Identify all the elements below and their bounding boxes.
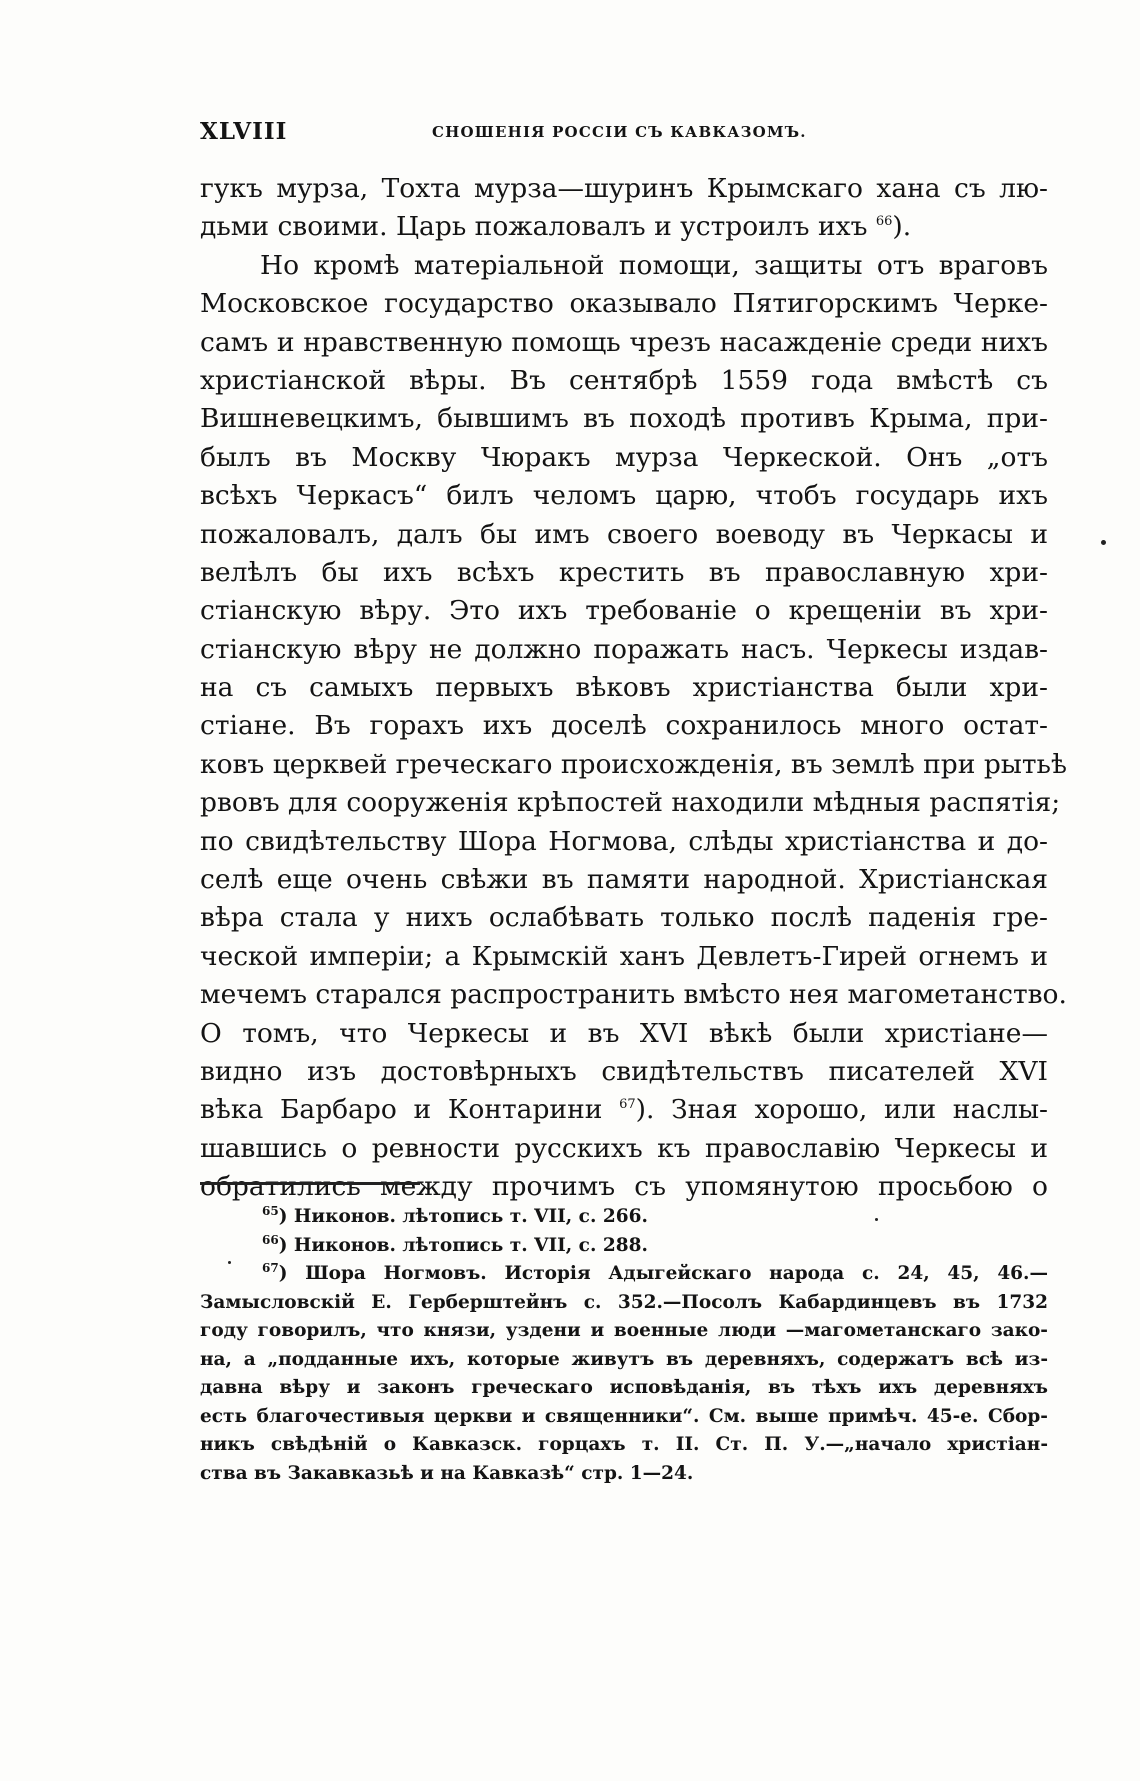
text-line xyxy=(200,208,1048,246)
footnote-divider xyxy=(200,1182,420,1185)
text-line: шавшись о ревности русскихъ къ православію Черкесы и xyxy=(200,1132,1048,1164)
page-header xyxy=(200,118,812,148)
text-line: стіанскую вѣру. Это ихъ требованіе о крещеніи въ хри- xyxy=(200,595,1048,627)
footnote-line: году говорилъ, что князи, уздени и военные люди —магометанскаго зако- xyxy=(200,1320,1048,1341)
text-line: велѣлъ бы ихъ всѣхъ крестить въ православную хри- xyxy=(200,556,1048,588)
text-line: ческой имперіи; а Крымскій ханъ Девлетъ-Гирей огнемъ и xyxy=(200,940,1048,972)
footnote-line: ства въ Закавказьѣ и на Кавказѣ“ стр. 1—24. xyxy=(200,1462,694,1484)
footnote-line: есть благочестивыя церкви и священники“. См. выше примѣч. 45-е. Сбор- xyxy=(200,1405,1048,1427)
text-fragment: ). Зная хорошо, или наслы- xyxy=(635,1094,1048,1126)
text-line: рвовъ для сооруженія крѣпостей находили мѣдныя распятія; xyxy=(200,787,1061,819)
text-line: селѣ еще очень свѣжи въ памяти народной. Христіанская xyxy=(200,864,1048,896)
text-line: Но кромѣ матеріальной помощи, защиты отъ враговъ xyxy=(260,249,1048,281)
footnote-mark: 67 xyxy=(262,1260,279,1275)
text-line: Московское государство оказывало Пятигорскимъ Черке- xyxy=(200,288,1048,320)
footnote-ref: 66 xyxy=(875,214,893,230)
text-line xyxy=(200,1091,1048,1129)
text-line: стіанскую вѣру не должно поражать насъ. Черкесы издав- xyxy=(200,633,1048,665)
text-fragment: вѣка Барбаро и Контарини xyxy=(200,1094,603,1126)
footnote-67 xyxy=(200,1260,1048,1289)
text-line: пожаловалъ, далъ бы имъ своего воеводу въ Черкасы и xyxy=(200,518,1048,550)
text-line: Вишневецкимъ, бывшимъ въ походѣ противъ Крыма, при- xyxy=(200,403,1048,435)
text-line: по свидѣтельству Шора Ногмова, слѣды христіанства и до- xyxy=(200,825,1048,857)
text-line: вѣра стала у нихъ ослабѣвать только послѣ паденія гре- xyxy=(200,902,1048,934)
text-line: христіанской вѣры. Въ сентябрѣ 1559 года вмѣстѣ съ xyxy=(200,364,1048,396)
text-line: видно изъ достовѣрныхъ свидѣтельствъ писателей XVI xyxy=(200,1055,1048,1087)
footnote-line: на, а „подданные ихъ, которые живутъ въ деревняхъ, содержатъ всѣ из- xyxy=(200,1348,1048,1370)
footnotes xyxy=(200,1203,1048,1488)
footnote-line: давна вѣру и законъ греческаго исповѣданія, въ тѣхъ ихъ деревняхъ xyxy=(200,1377,1048,1398)
footnote-66 xyxy=(200,1232,1048,1261)
text-line: ковъ церквей греческаго происхожденія, въ землѣ при рытьѣ xyxy=(200,748,1067,780)
text-line: на съ самыхъ первыхъ вѣковъ христіанства были хри- xyxy=(200,672,1048,704)
body-text xyxy=(200,170,1067,1207)
print-speck xyxy=(875,1218,878,1221)
text-fragment: ). xyxy=(892,211,912,243)
text-line: О томъ, что Черкесы и въ XVI вѣкѣ были христіане— xyxy=(200,1017,1048,1049)
page-number: XLVIII xyxy=(200,118,288,145)
text-fragment: дьми своими. Царь пожаловалъ и устроилъ ихъ xyxy=(200,211,868,243)
footnote-mark: 65 xyxy=(262,1203,279,1218)
text-line: мечемъ старался распространить вмѣсто нея магометанство. xyxy=(200,979,1067,1011)
footnote-65 xyxy=(200,1203,1048,1232)
footnote-text: ) Шора Ногмовъ. Исторія Адыгейскаго народа с. 24, 45, 46.— xyxy=(278,1263,1048,1284)
footnote-text: ) Никонов. лѣтопись т. VII, с. 288. xyxy=(278,1234,648,1256)
text-line: самъ и нравственную помощь чрезъ насажденіе среди нихъ xyxy=(200,326,1048,358)
text-line: былъ въ Москву Чюракъ мурза Черкеской. Онъ „отъ xyxy=(200,441,1048,473)
footnote-ref: 67 xyxy=(619,1097,636,1113)
footnote-text: ) Никонов. лѣтопись т. VII, с. 266. xyxy=(278,1206,648,1227)
print-speck xyxy=(1101,540,1106,545)
running-title: СНОШЕНІЯ РОССІИ СЪ КАВКАЗОМЪ. xyxy=(432,123,807,141)
text-line: всѣхъ Черкасъ“ билъ челомъ царю, чтобъ государь ихъ xyxy=(200,480,1048,512)
text-line: обратились между прочимъ съ упомянутою просьбою о xyxy=(200,1171,1048,1203)
text-line: гукъ мурза, Тохта мурза—шуринъ Крымскаго хана съ лю- xyxy=(200,173,1048,204)
footnote-line: Замысловскій Е. Герберштейнъ с. 352.—Посолъ Кабардинцевъ въ 1732 xyxy=(200,1291,1048,1313)
footnote-line: никъ свѣдѣній о Кавказск. горцахъ т. II. Ст. П. У.—„начало христіан- xyxy=(200,1434,1048,1455)
footnote-mark: 66 xyxy=(262,1232,279,1247)
print-speck xyxy=(228,1261,231,1264)
text-line: стіане. Въ горахъ ихъ доселѣ сохранилось много остат- xyxy=(200,710,1048,742)
